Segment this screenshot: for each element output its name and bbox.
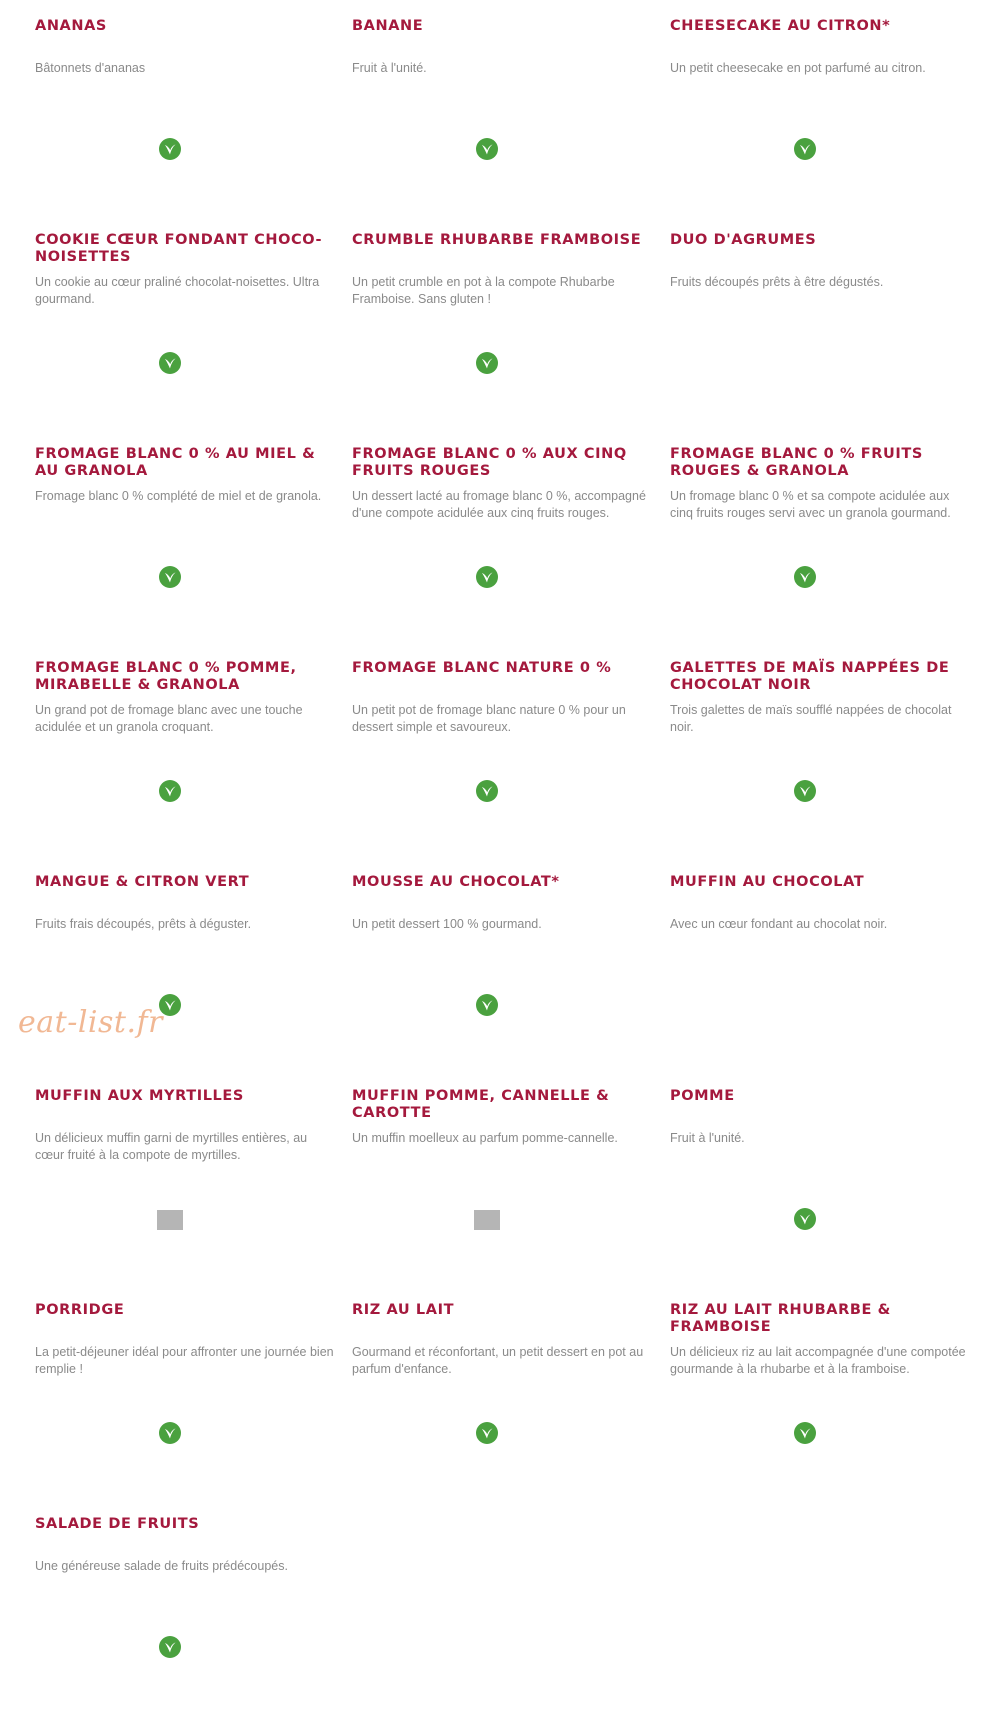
- product-description: Trois galettes de maïs soufflé nappées de chocolat noir.: [670, 703, 952, 734]
- product-description: Un dessert lacté au fromage blanc 0 %, accompagné d'une compote acidulée aux cinq fruits rouges.: [352, 489, 646, 520]
- veggie-icon: [476, 994, 498, 1016]
- veggie-icon: [159, 138, 181, 160]
- veggie-icon: [159, 780, 181, 802]
- veggie-icon: [794, 1208, 816, 1230]
- product-description: Un délicieux muffin garni de myrtilles entières, au cœur fruité à la compote de myrtilles.: [35, 1131, 308, 1162]
- product-card[interactable]: [670, 1284, 970, 1498]
- product-title[interactable]: MUFFIN AU CHOCOLAT: [670, 874, 865, 890]
- product-card[interactable]: [35, 1070, 335, 1284]
- product-description: La petit-déjeuner idéal pour affronter une journée bien remplie !: [35, 1345, 334, 1376]
- product-title[interactable]: GALETTES DE MAÏS NAPPÉES DE CHOCOLAT NOIR: [670, 660, 950, 693]
- product-description: Un cookie au cœur praliné chocolat-noisettes. Ultra gourmand.: [35, 275, 320, 306]
- label-badge-icon: [157, 1210, 183, 1230]
- product-description: Une généreuse salade de fruits prédécoupés.: [35, 1559, 288, 1573]
- product-title[interactable]: BANANE: [352, 18, 424, 34]
- product-description: Un petit dessert 100 % gourmand.: [352, 917, 542, 931]
- veggie-icon: [476, 566, 498, 588]
- product-title[interactable]: RIZ AU LAIT: [352, 1302, 455, 1318]
- veggie-icon: [159, 566, 181, 588]
- product-title[interactable]: ANANAS: [35, 18, 107, 34]
- product-description: Un délicieux riz au lait accompagnée d'une compotée gourmande à la rhubarbe et à la framboise.: [670, 1345, 966, 1376]
- veggie-icon: [794, 780, 816, 802]
- product-title[interactable]: DUO D'AGRUMES: [670, 232, 817, 248]
- product-title[interactable]: FROMAGE BLANC 0 % AUX CINQ FRUITS ROUGES: [352, 446, 627, 479]
- product-title[interactable]: MANGUE & CITRON VERT: [35, 874, 250, 890]
- product-description: Un petit crumble en pot à la compote Rhubarbe Framboise. Sans gluten !: [352, 275, 615, 306]
- product-title[interactable]: FROMAGE BLANC 0 % AU MIEL & AU GRANOLA: [35, 446, 316, 479]
- product-title[interactable]: POMME: [670, 1088, 735, 1104]
- product-card[interactable]: [670, 642, 970, 856]
- product-description: Un fromage blanc 0 % et sa compote acidulée aux cinq fruits rouges servi avec un granola gourmand.: [670, 489, 951, 520]
- product-card[interactable]: [670, 428, 970, 642]
- product-title[interactable]: CRUMBLE RHUBARBE FRAMBOISE: [352, 232, 642, 248]
- product-row: [0, 214, 989, 428]
- product-title[interactable]: FROMAGE BLANC 0 % FRUITS ROUGES & GRANOLA: [670, 446, 923, 479]
- product-description: Un muffin moelleux au parfum pomme-cannelle.: [352, 1131, 618, 1145]
- product-description: Gourmand et réconfortant, un petit dessert en pot au parfum d'enfance.: [352, 1345, 644, 1376]
- product-card[interactable]: [35, 428, 335, 642]
- veggie-icon: [476, 138, 498, 160]
- veggie-icon: [476, 1422, 498, 1444]
- product-card[interactable]: [670, 0, 970, 214]
- product-row: [0, 0, 989, 214]
- product-title[interactable]: MOUSSE AU CHOCOLAT*: [352, 874, 560, 890]
- veggie-icon: [476, 352, 498, 374]
- product-description: Fruit à l'unité.: [352, 61, 427, 75]
- product-card[interactable]: [35, 214, 335, 428]
- veggie-icon: [794, 138, 816, 160]
- product-title[interactable]: FROMAGE BLANC 0 % POMME, MIRABELLE & GRANOLA: [35, 660, 297, 693]
- product-row: [0, 1498, 989, 1712]
- product-title[interactable]: RIZ AU LAIT RHUBARBE & FRAMBOISE: [670, 1302, 891, 1335]
- product-description: Un grand pot de fromage blanc avec une touche acidulée et un granola croquant.: [35, 703, 303, 734]
- veggie-icon: [159, 1636, 181, 1658]
- product-card[interactable]: [352, 428, 652, 642]
- product-card[interactable]: [352, 1284, 652, 1498]
- veggie-icon: [794, 566, 816, 588]
- product-description: Fruit à l'unité.: [670, 1131, 745, 1145]
- product-row: [0, 1070, 989, 1284]
- product-card[interactable]: [352, 1070, 652, 1284]
- product-description: Fruits frais découpés, prêts à déguster.: [35, 917, 252, 931]
- veggie-icon: [794, 1422, 816, 1444]
- product-card[interactable]: [35, 1498, 335, 1712]
- watermark: eat-list.fr: [18, 1005, 163, 1040]
- product-title[interactable]: COOKIE CŒUR FONDANT CHOCO-NOISETTES: [35, 232, 323, 265]
- veggie-icon: [476, 780, 498, 802]
- product-card[interactable]: [670, 1070, 970, 1284]
- product-card[interactable]: [35, 1284, 335, 1498]
- product-card[interactable]: [352, 642, 652, 856]
- product-title[interactable]: MUFFIN AUX MYRTILLES: [35, 1088, 244, 1104]
- product-card[interactable]: [352, 856, 652, 1070]
- product-card[interactable]: [670, 214, 970, 428]
- product-card[interactable]: [35, 642, 335, 856]
- label-badge-icon: [474, 1210, 500, 1230]
- product-description: Fruits découpés prêts à être dégustés.: [670, 275, 884, 289]
- product-row: [0, 428, 989, 642]
- product-row: [0, 1284, 989, 1498]
- veggie-icon: [159, 352, 181, 374]
- product-card[interactable]: [35, 0, 335, 214]
- product-description: Avec un cœur fondant au chocolat noir.: [670, 917, 888, 931]
- product-title[interactable]: FROMAGE BLANC NATURE 0 %: [352, 660, 612, 676]
- product-title[interactable]: PORRIDGE: [35, 1302, 125, 1318]
- product-description: Un petit cheesecake en pot parfumé au citron.: [670, 61, 926, 75]
- veggie-icon: [159, 1422, 181, 1444]
- product-title[interactable]: CHEESECAKE AU CITRON*: [670, 18, 891, 34]
- product-description: Fromage blanc 0 % complété de miel et de granola.: [35, 489, 322, 503]
- product-title[interactable]: MUFFIN POMME, CANNELLE & CAROTTE: [352, 1088, 610, 1121]
- product-card[interactable]: [352, 214, 652, 428]
- product-card[interactable]: [352, 0, 652, 214]
- product-description: Bâtonnets d'ananas: [35, 61, 146, 75]
- product-row: [0, 642, 989, 856]
- product-title[interactable]: SALADE DE FRUITS: [35, 1516, 200, 1532]
- product-card[interactable]: [670, 856, 970, 1070]
- product-description: Un petit pot de fromage blanc nature 0 % pour un dessert simple et savoureux.: [352, 703, 626, 734]
